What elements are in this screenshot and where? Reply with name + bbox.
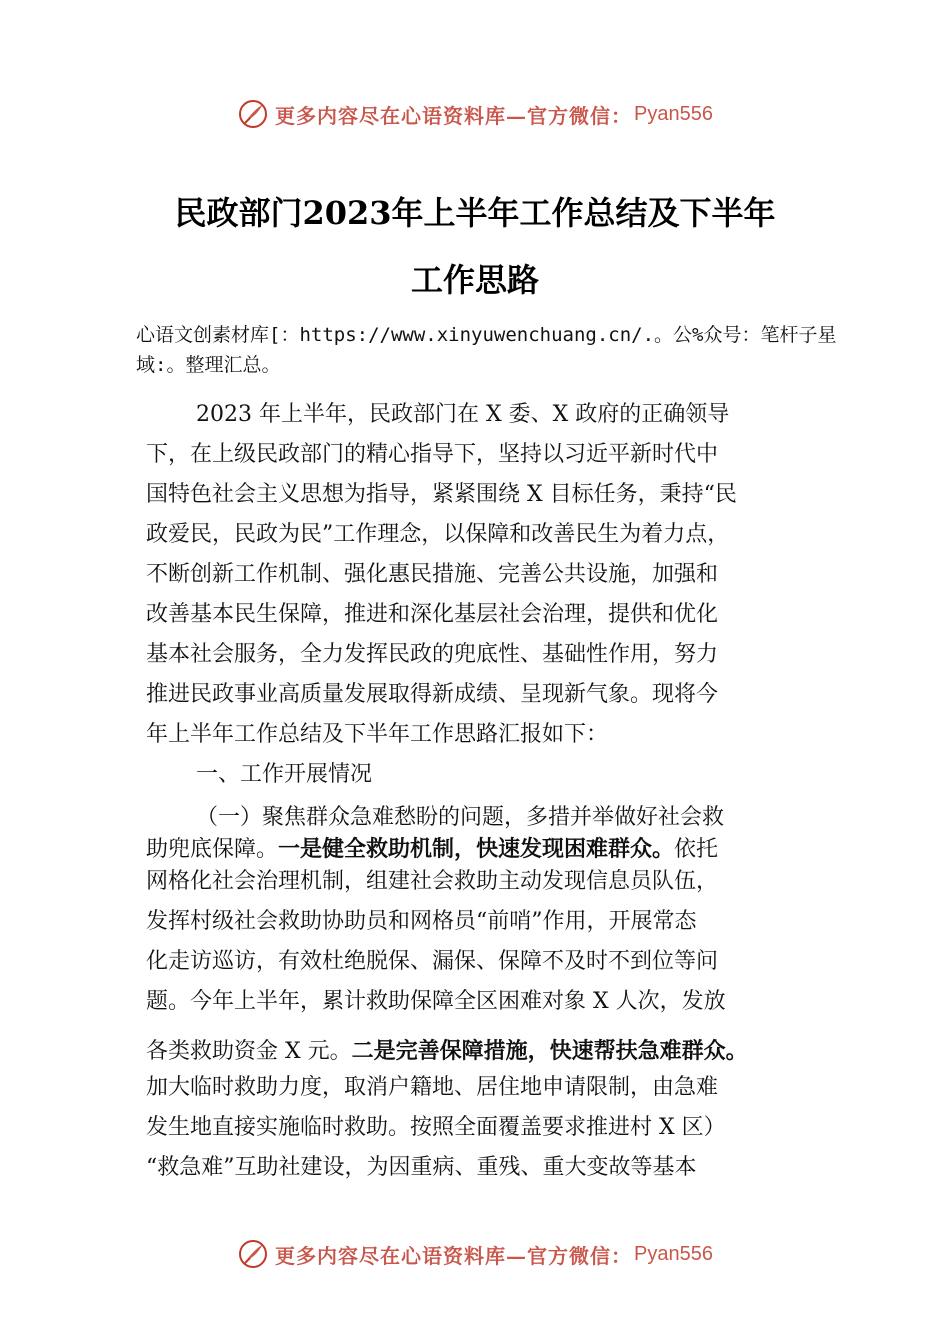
body-line bbox=[146, 1113, 726, 1143]
body-line bbox=[146, 640, 718, 670]
body-bold-text: 一是健全救助机制，快速发现困难群众。 bbox=[278, 837, 675, 862]
body-line bbox=[146, 907, 697, 937]
watermark-banner-top bbox=[0, 94, 950, 134]
body-text: 年上半年工作总结及下半年工作思路汇报如下： bbox=[146, 722, 609, 747]
body-line bbox=[196, 803, 724, 833]
body-line bbox=[146, 1073, 718, 1103]
body-text: 网格化社会治理机制，组建社会救助主动发现信息员队伍， bbox=[146, 869, 719, 894]
body-line bbox=[146, 947, 718, 977]
body-text: 国特色社会主义思想为指导，紧紧围绕 X 目标任务，秉持“民 bbox=[146, 482, 737, 507]
body-line bbox=[146, 560, 718, 590]
document-title-line-2: 工作思路 bbox=[410, 261, 539, 299]
feather-seal-icon bbox=[237, 1238, 269, 1270]
body-line bbox=[146, 1153, 697, 1183]
body-text: 发挥村级社会救助协助员和网格员“前哨”作用，开展常态 bbox=[146, 909, 697, 934]
body-line bbox=[146, 520, 729, 550]
body-text-after: 依托 bbox=[674, 837, 719, 862]
body-line bbox=[146, 480, 737, 510]
body-line bbox=[146, 680, 718, 710]
watermark-id: Pyan556 bbox=[634, 1242, 713, 1265]
watermark-text: 更多内容尽在心语资料库—官方微信： bbox=[275, 1243, 633, 1268]
watermark-banner-bottom bbox=[0, 1234, 950, 1274]
body-text: 题。今年上半年，累计救助保障全区困难对象 X 人次，发放 bbox=[146, 989, 726, 1014]
body-text: （一）聚焦群众急难愁盼的问题，多措并举做好社会救 bbox=[196, 805, 725, 830]
body-line bbox=[146, 600, 718, 630]
body-text: 推进民政事业高质量发展取得新成绩、呈现新气象。现将今 bbox=[146, 682, 719, 707]
body-bold-text: 二是完善保障措施，快速帮扶急难群众。 bbox=[351, 1039, 748, 1064]
body-text: 各类救助资金 X 元。 bbox=[146, 1039, 352, 1064]
body-text: “救急难”互助社建设，为因重病、重残、重大变故等基本 bbox=[146, 1155, 697, 1180]
body-line bbox=[146, 987, 726, 1017]
body-line bbox=[146, 835, 718, 865]
body-line bbox=[196, 400, 729, 430]
body-line bbox=[146, 440, 718, 470]
source-note: 心语文创素材库[：https://www.xinyuwenchuang.cn/.。公%众号：笔杆子星域:。整理汇总。 bbox=[136, 324, 837, 376]
body-text: 基本社会服务，全力发挥民政的兜底性、基础性作用，努力 bbox=[146, 642, 719, 667]
body-text: 政爱民，民政为民”工作理念，以保障和改善民生为着力点， bbox=[146, 522, 730, 547]
body-text: 下，在上级民政部门的精心指导下，坚持以习近平新时代中 bbox=[146, 442, 719, 467]
body-line bbox=[146, 720, 608, 750]
body-text: 2023 年上半年，民政部门在 X 委、X 政府的正确领导 bbox=[196, 402, 730, 427]
body-text: 一、工作开展情况 bbox=[196, 762, 373, 787]
watermark-id: Pyan556 bbox=[634, 102, 713, 125]
body-text: 发生地直接实施临时救助。按照全面覆盖要求推进村 X 区） bbox=[146, 1115, 726, 1140]
body-text: 不断创新工作机制、强化惠民措施、完善公共设施，加强和 bbox=[146, 562, 719, 587]
body-text: 改善基本民生保障，推进和深化基层社会治理，提供和优化 bbox=[146, 602, 719, 627]
body-text: 加大临时救助力度，取消户籍地、居住地申请限制，由急难 bbox=[146, 1075, 719, 1100]
body-line bbox=[146, 1037, 748, 1067]
document-title-line-1: 民政部门2023年上半年工作总结及下半年 bbox=[174, 194, 776, 232]
body-line bbox=[196, 760, 372, 790]
body-line bbox=[146, 867, 718, 897]
watermark-text: 更多内容尽在心语资料库—官方微信： bbox=[275, 103, 633, 128]
feather-seal-icon bbox=[237, 98, 269, 130]
body-text: 化走访巡访，有效杜绝脱保、漏保、保障不及时不到位等问 bbox=[146, 949, 719, 974]
body-text: 助兜底保障。 bbox=[146, 837, 279, 862]
